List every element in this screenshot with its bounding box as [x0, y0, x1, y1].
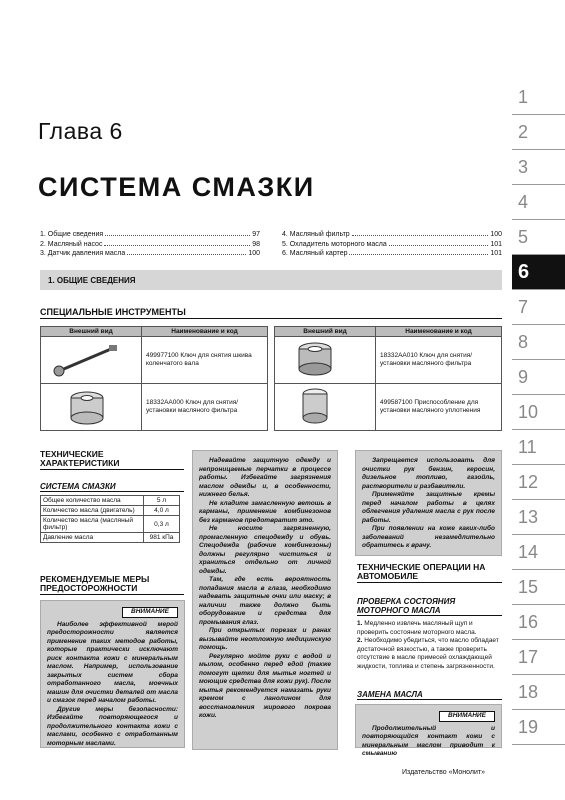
chapter-tabs	[512, 80, 565, 745]
tab-chapter-11[interactable]: 11	[512, 430, 565, 465]
tab-chapter-1[interactable]: 1	[512, 80, 565, 115]
tools-table-right	[274, 326, 502, 431]
toc-column-left	[40, 230, 260, 259]
tab-chapter-7[interactable]: 7	[512, 290, 565, 325]
col-appearance: Внешний вид	[41, 327, 142, 337]
tab-chapter-2[interactable]: 2	[512, 115, 565, 150]
warning-box-2: ВНИМАНИЕ Продолжительный и повторяющийся контакт кожи с минеральным маслом приводит к смыванию	[355, 704, 502, 748]
table-row: Количество масла (двигатель) 4,0 л	[41, 506, 180, 516]
tab-chapter-17[interactable]: 17	[512, 640, 565, 675]
list-item: 2. Необходимо убедиться, что масло обладает достаточной вязкостью, а также проверить отсутствие в масле примесей охлаждающей жидкости, топлива и степень загрязненности.	[357, 637, 499, 670]
spec-table	[40, 495, 180, 543]
toc-item[interactable]: 6. Масляный картер 101	[282, 250, 502, 257]
tech-specs-heading: ТЕХНИЧЕСКИЕ ХАРАКТЕРИСТИКИ	[40, 450, 184, 470]
toc-column-right	[282, 230, 502, 259]
tab-chapter-14[interactable]: 14	[512, 535, 565, 570]
col-name: Наименование и код	[142, 327, 268, 337]
toc-item[interactable]: 3. Датчик давления масла 100	[40, 250, 260, 257]
tab-chapter-5[interactable]: 5	[512, 220, 565, 255]
table-row: Количество масла (масляный фильтр) 0,3 л	[41, 516, 180, 533]
tab-chapter-3[interactable]: 3	[512, 150, 565, 185]
tab-chapter-15[interactable]: 15	[512, 570, 565, 605]
filter-wrench-icon	[275, 337, 375, 381]
warning-label: ВНИМАНИЕ	[122, 607, 178, 618]
warning-label: ВНИМАНИЕ	[439, 711, 495, 722]
wrench-icon	[41, 337, 141, 381]
check-oil-heading: ПРОВЕРКА СОСТОЯНИЯ МОТОРНОГО МАСЛА	[357, 597, 502, 616]
precautions-heading: РЕКОМЕНДУЕМЫЕ МЕРЫ ПРЕДОСТОРОЖНОСТИ	[40, 575, 184, 595]
table-row: Общее количество масла 5 л	[41, 496, 180, 506]
tab-chapter-16[interactable]: 16	[512, 605, 565, 640]
toc-item[interactable]: 5. Охладитель моторного масла 101	[282, 240, 502, 248]
tab-chapter-9[interactable]: 9	[512, 360, 565, 395]
table-row	[41, 337, 268, 384]
publisher-footer: Издательство «Монолит»	[402, 769, 486, 776]
tools-heading: СПЕЦИАЛЬНЫЕ ИНСТРУМЕНТЫ	[40, 307, 502, 319]
page-title: СИСТЕМА СМАЗКИ	[38, 172, 315, 202]
tab-chapter-4[interactable]: 4	[512, 185, 565, 220]
tool-image	[41, 337, 142, 384]
table-of-contents	[40, 230, 502, 259]
tool-name: 18332AA000 Ключ для снятия/ установки масляного фильтра	[142, 384, 268, 431]
skin-care-box: Запрещается использовать для очистки рук бензин, керосин, дизельное топливо, газойль, растворители и разбавители. Применяйте защитные кремы перед началом работы в целях облегчения удаления масла с рук после работы. При появлении на коже каких-либо заболеваний незамедлительно обратитесь к врачу.	[355, 450, 502, 556]
chapter-label: Глава 6	[38, 118, 123, 144]
section-banner: 1. ОБЩИЕ СВЕДЕНИЯ	[40, 270, 502, 290]
tab-chapter-13[interactable]: 13	[512, 500, 565, 535]
tab-chapter-19[interactable]: 19	[512, 710, 565, 745]
tool-image	[275, 384, 376, 431]
tool-name: 18332AA010 Ключ для снятия/ установки масляного фильтра	[376, 337, 502, 384]
toc-item[interactable]: 4. Масляный фильтр 100	[282, 231, 502, 238]
tab-chapter-10[interactable]: 10	[512, 395, 565, 430]
ops-heading: ТЕХНИЧЕСКИЕ ОПЕРАЦИИ НА АВТОМОБИЛЕ	[357, 563, 502, 583]
warning-box: ВНИМАНИЕ Наиболее эффективной мерой предосторожности является применение таких методов работы, которые практически исключают риск контакта кожи с минеральным маслом. Например, использование закрытых систем сбора отработанного масла, моечных машин для очистки деталей от масла и смазок перед началом работы. Другие меры безопасности: Избегайте повторяющегося и продолжительного контакта кожи с маслами, особенно с отработанным моторным маслами.	[40, 600, 185, 748]
check-steps	[357, 620, 502, 671]
seal-installer-icon	[275, 384, 375, 428]
toc-item[interactable]: 2. Масляный насос 98	[40, 240, 260, 248]
replace-oil-heading: ЗАМЕНА МАСЛА	[357, 690, 502, 700]
list-item: 1. Медленно извлечь масляный щуп и проверить состояние моторного масла.	[357, 620, 477, 636]
col-appearance: Внешний вид	[275, 327, 376, 337]
tool-image	[275, 337, 376, 384]
toc-item[interactable]: 1. Общие сведения 97	[40, 231, 260, 238]
table-row	[275, 337, 502, 384]
col-name: Наименование и код	[376, 327, 502, 337]
table-row	[41, 384, 268, 431]
tool-image	[41, 384, 142, 431]
tab-chapter-18[interactable]: 18	[512, 675, 565, 710]
tab-chapter-12[interactable]: 12	[512, 465, 565, 500]
filter-wrench-icon	[41, 384, 141, 428]
tools-table-left	[40, 326, 268, 431]
table-row: Давление масла 981 кПа	[41, 533, 180, 543]
safety-notes-box: Надевайте защитную одежду и непроницаемые перчатки в процессе работы. Избегайте загрязнения маслом одежды и, в особенности, нижнего белья. Не кладите замасленную ветошь в карманы, применение комбинезонов без карманов предотвратит это. Не носите загрязненную, промасленную спецодежду и обувь. Спецодежда (рабочие комбинезоны) должны регулярно чиститься и храниться отдельно от личной одежды. Там, где есть вероятность попадания масла в глаза, необходимо надевать защитные очки или маску; в наличии также должно быть оборудование и средства для промывания глаз. При открытых порезах и ранах вызывайте неотложную медицинскую помощь. Регулярно мойте руки с водой и мылом, особенно перед едой (также помогут щетки для мытья ногтей и моющие средства для кожи рук). После мытья рекомендуется намазать руки кремом с ланолином для восстановления жирового покрова кожи.	[192, 450, 338, 750]
spec-heading: СИСТЕМА СМАЗКИ	[40, 482, 184, 492]
tab-chapter-6[interactable]: 6	[512, 255, 565, 290]
tab-chapter-8[interactable]: 8	[512, 325, 565, 360]
table-row	[275, 384, 502, 431]
tool-name: 499587100 Приспособление для установки масляного уплотнения	[376, 384, 502, 431]
tool-name: 499977100 Ключ для снятия шкива коленчатого вала	[142, 337, 268, 384]
